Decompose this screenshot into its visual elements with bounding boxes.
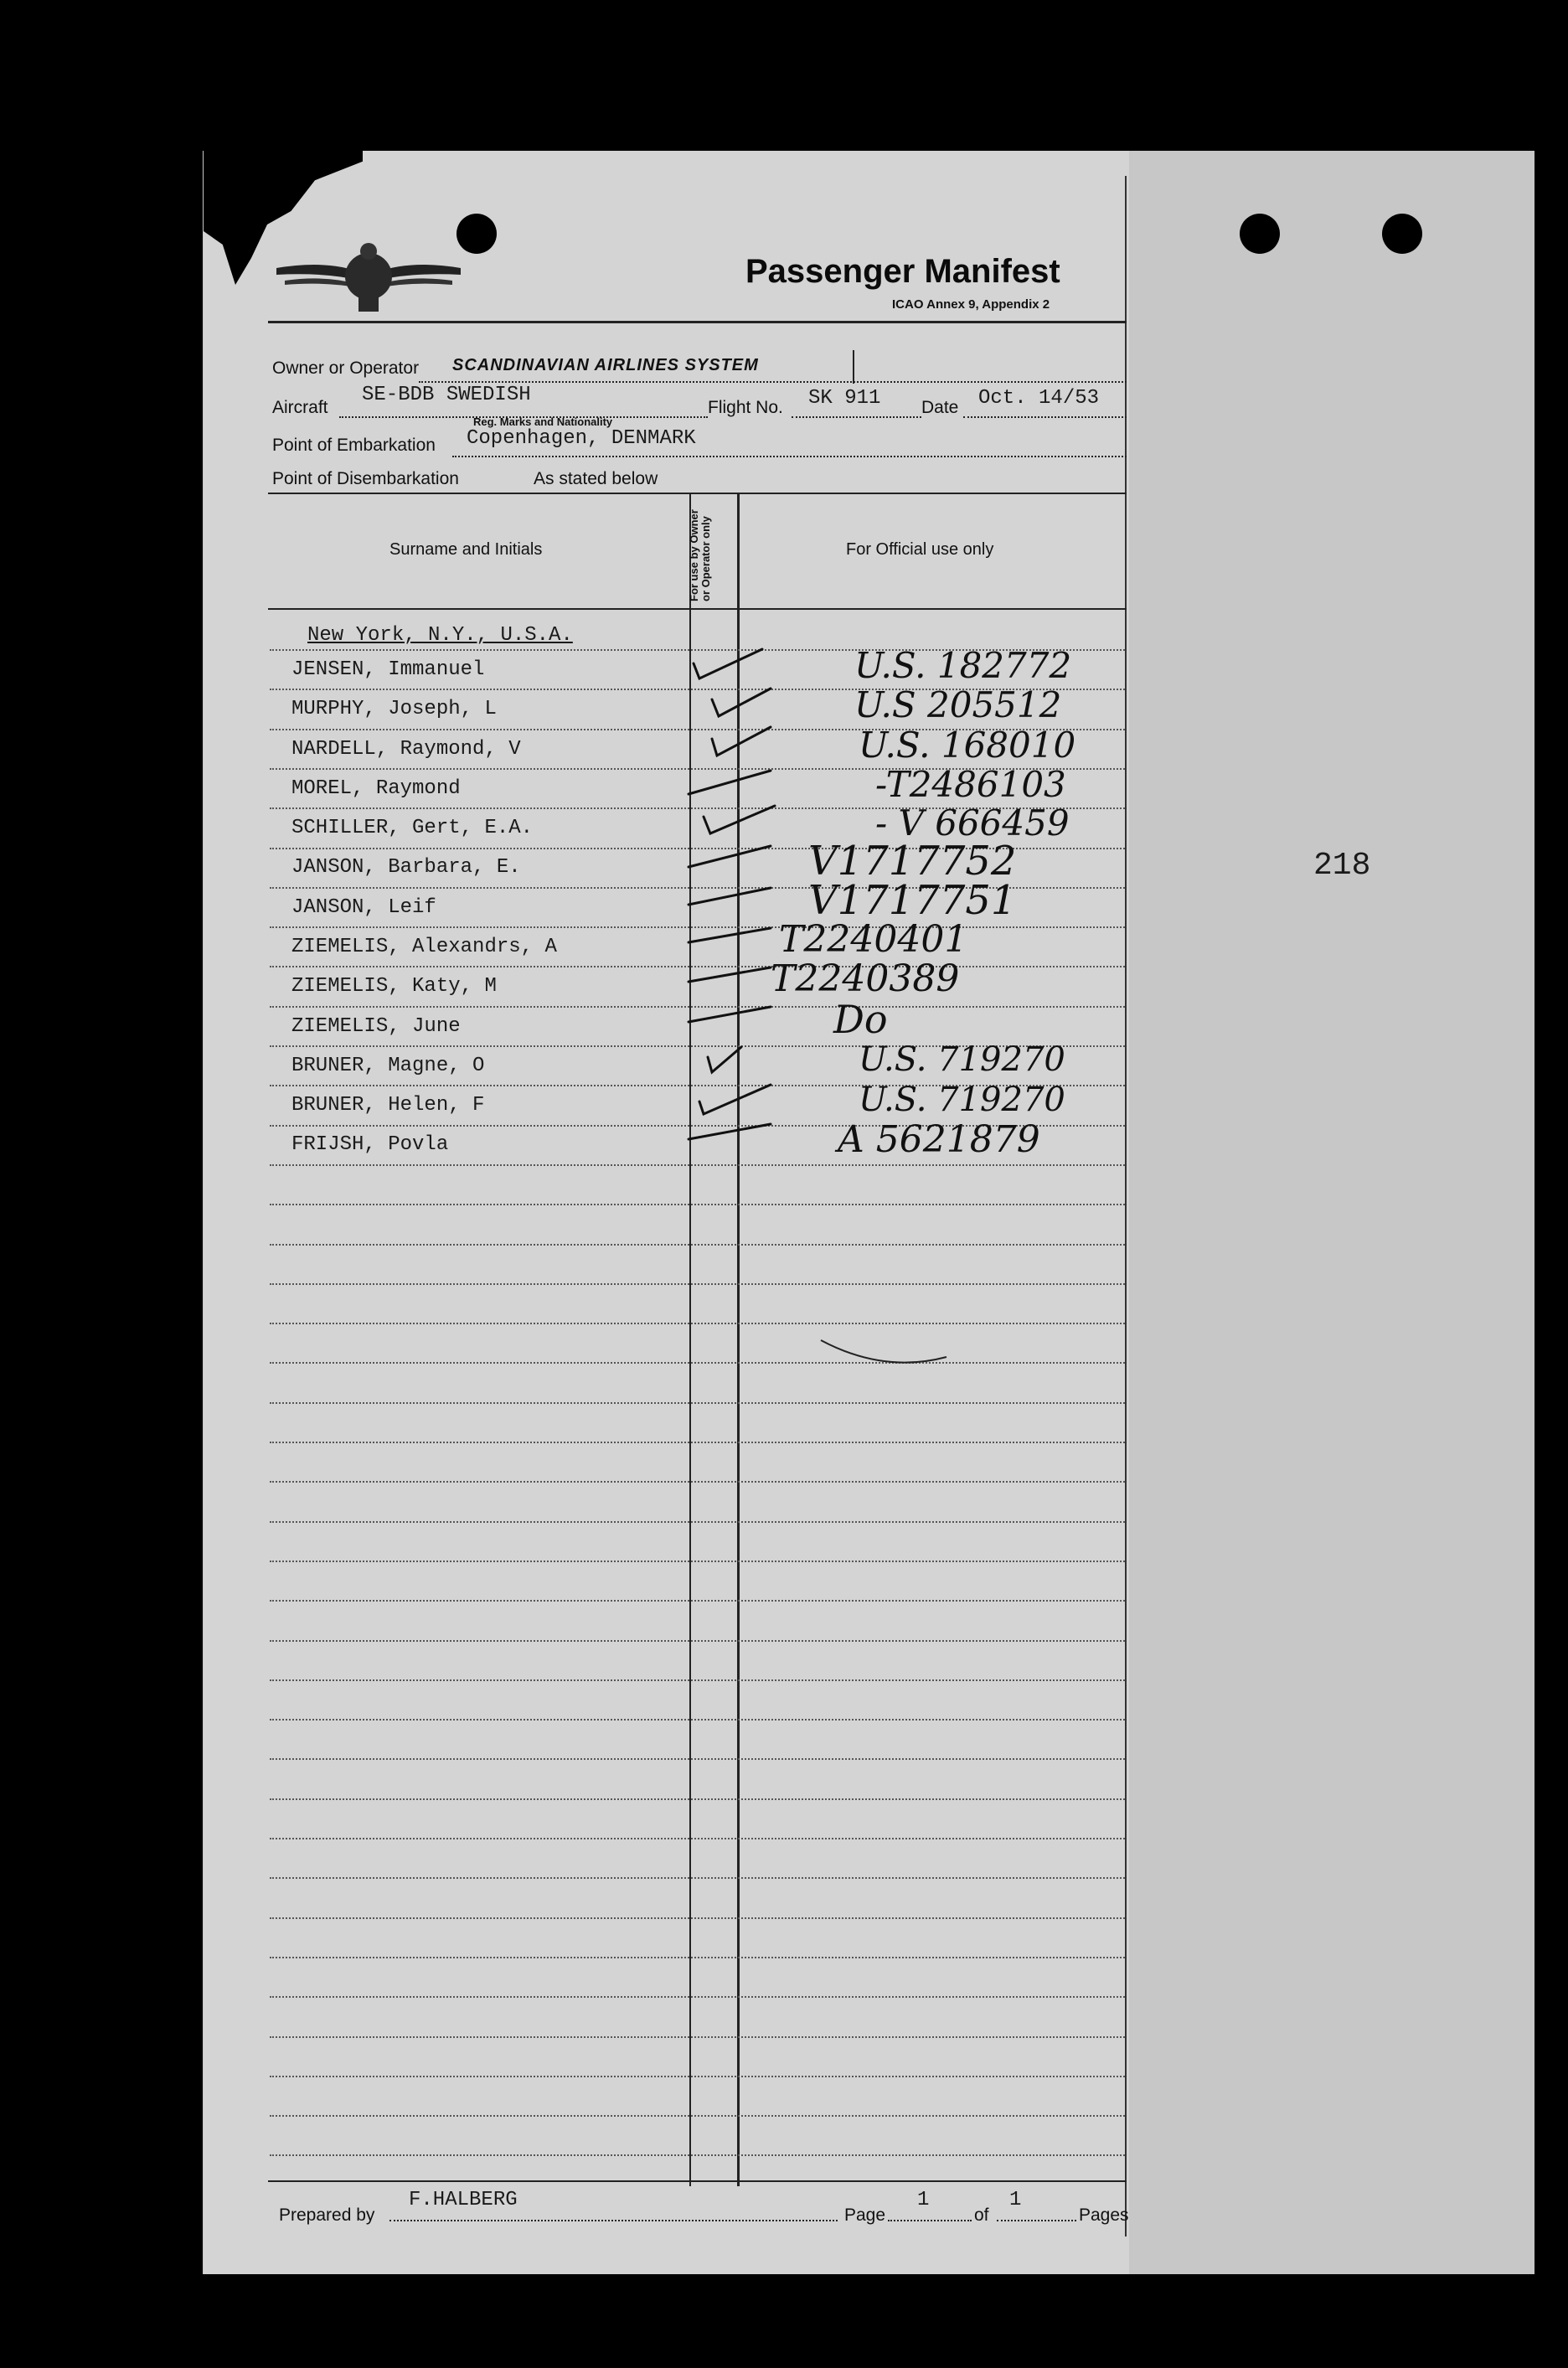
owner-divider <box>853 350 854 384</box>
page-label: Page <box>844 2205 886 2225</box>
passenger-name: JANSON, Leif <box>291 896 436 919</box>
reg-note: Reg. Marks and Nationality <box>473 415 613 428</box>
ruled-line <box>270 1481 1125 1483</box>
ruled-line <box>270 1838 1125 1839</box>
archive-page-number: 218 <box>1313 848 1371 884</box>
official-use-column-header: For Official use only <box>846 540 994 559</box>
passenger-name: FRIJSH, Povla <box>291 1133 449 1156</box>
embarkation-value: Copenhagen, DENMARK <box>467 427 696 450</box>
official-number: U.S. 168010 <box>859 725 1076 766</box>
ruled-line <box>270 1283 1125 1285</box>
ruled-line <box>270 1362 1125 1364</box>
ruled-line <box>270 1877 1125 1879</box>
prepared-by-line <box>389 2220 838 2221</box>
ruled-line <box>270 1442 1125 1443</box>
ruled-line <box>270 1640 1125 1642</box>
embarkation-label: Point of Embarkation <box>272 436 436 455</box>
ruled-line <box>270 1917 1125 1919</box>
passenger-name: SCHILLER, Gert, E.A. <box>291 817 534 839</box>
owner-use-column-header: For use by Owner or Operator only <box>688 509 712 601</box>
prepared-by-value: F.HALBERG <box>409 2189 518 2211</box>
official-number: T2240389 <box>771 957 960 1000</box>
aircraft-label: Aircraft <box>272 398 328 417</box>
disembarkation-value: As stated below <box>534 469 658 488</box>
disembarkation-label: Point of Disembarkation <box>272 469 459 488</box>
official-number: U.S 205512 <box>854 684 1062 725</box>
ruled-line <box>270 1402 1125 1404</box>
airline-logo <box>276 235 461 318</box>
official-number: - V 666459 <box>875 802 1070 844</box>
of-value: 1 <box>1009 2189 1022 2211</box>
official-number: T2240401 <box>779 918 968 961</box>
embarkation-line <box>452 456 1127 457</box>
passenger-name: JANSON, Barbara, E. <box>291 856 521 879</box>
passenger-name: MOREL, Raymond <box>291 777 461 800</box>
destination-heading: New York, N.Y., U.S.A. <box>307 624 573 647</box>
ruled-line <box>270 2154 1125 2156</box>
pages-label: Pages <box>1079 2205 1129 2225</box>
ruled-line <box>270 1719 1125 1721</box>
footer-rule <box>268 2180 1127 2182</box>
official-number: U.S. 182772 <box>854 645 1072 686</box>
date-line <box>963 416 1127 418</box>
fields-bottom-rule <box>268 493 1127 494</box>
flight-label: Flight No. <box>708 398 783 417</box>
ruled-line <box>270 1204 1125 1205</box>
passenger-name: JENSEN, Immanuel <box>291 658 485 681</box>
official-number: V1717751 <box>808 877 1017 924</box>
official-number: U.S. 719270 <box>859 1040 1065 1079</box>
punch-hole <box>1382 214 1422 254</box>
official-number: V1717752 <box>808 838 1017 885</box>
passenger-name: ZIEMELIS, Alexandrs, A <box>291 936 557 958</box>
official-number: U.S. 719270 <box>859 1081 1065 1119</box>
passenger-name: NARDELL, Raymond, V <box>291 738 521 761</box>
passenger-name: BRUNER, Magne, O <box>291 1055 485 1077</box>
prepared-by-label: Prepared by <box>279 2205 375 2225</box>
ruled-line <box>270 1679 1125 1681</box>
flight-value: SK 911 <box>808 387 881 410</box>
punch-hole <box>1240 214 1280 254</box>
ruled-line <box>270 1600 1125 1602</box>
ruled-line <box>270 1323 1125 1324</box>
page-line <box>888 2220 972 2221</box>
date-label: Date <box>921 398 959 417</box>
owner-value: SCANDINAVIAN AIRLINES SYSTEM <box>452 356 759 374</box>
form-right-border <box>1125 176 1127 2236</box>
page-value: 1 <box>917 2189 930 2211</box>
of-label: of <box>974 2205 989 2225</box>
header-rule <box>268 321 1127 323</box>
owner-line <box>419 381 1127 383</box>
annex-reference: ICAO Annex 9, Appendix 2 <box>892 297 1050 312</box>
passenger-name: ZIEMELIS, Katy, M <box>291 975 497 998</box>
page-title: Passenger Manifest <box>745 253 1060 290</box>
passenger-name: ZIEMELIS, June <box>291 1015 461 1038</box>
official-number: A 5621879 <box>838 1118 1040 1161</box>
date-value: Oct. 14/53 <box>978 387 1100 410</box>
passenger-name: BRUNER, Helen, F <box>291 1094 485 1117</box>
ruled-line <box>270 1244 1125 1246</box>
table-header-rule <box>268 608 1127 610</box>
check-marks <box>678 645 829 1181</box>
ruled-line <box>270 1521 1125 1523</box>
ruled-line <box>270 2115 1125 2117</box>
ruled-line <box>270 1798 1125 1800</box>
surname-column-header: Surname and Initials <box>389 540 543 559</box>
ruled-line <box>270 1957 1125 1958</box>
passenger-name: MURPHY, Joseph, L <box>291 698 497 720</box>
owner-label: Owner or Operator <box>272 359 420 378</box>
ruled-line <box>270 1561 1125 1562</box>
of-line <box>997 2220 1076 2221</box>
punch-hole <box>456 214 497 254</box>
ruled-line <box>270 2076 1125 2077</box>
official-number: -T2486103 <box>875 764 1066 805</box>
official-number: Do <box>833 997 888 1042</box>
ruled-line <box>270 2036 1125 2038</box>
ruled-line <box>270 1758 1125 1760</box>
ruled-line <box>270 1996 1125 1998</box>
faint-stamp <box>817 1332 951 1374</box>
aircraft-value: SE-BDB SWEDISH <box>362 384 531 406</box>
flight-line <box>792 416 921 418</box>
